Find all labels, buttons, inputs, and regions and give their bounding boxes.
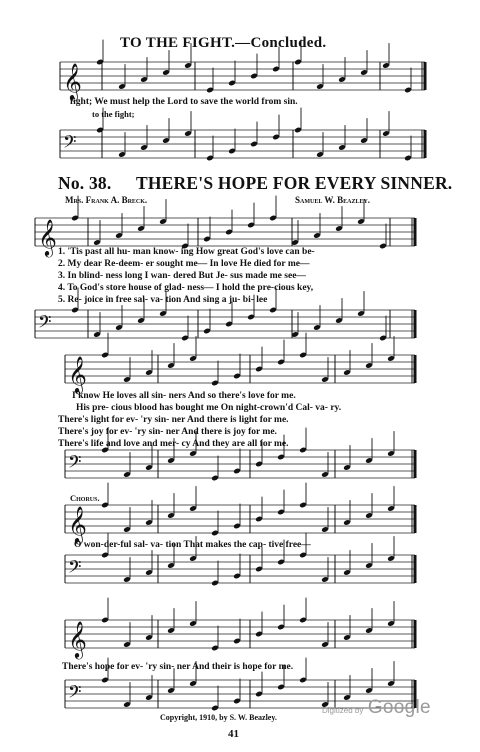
composer-credit: Samuel W. Beazley.: [295, 195, 371, 205]
verse-line: I know He loves all sin- ners And so there's love for me.: [72, 391, 296, 401]
chorus-line: O won-der-ful sal- va- tion That makes the cap- tive free—: [74, 540, 311, 550]
verse-line: There's joy for ev- 'ry sin- ner And there is joy for me.: [58, 427, 277, 437]
fight-lyric-line-1: fight; We must help the Lord to save the world from sin.: [70, 97, 298, 107]
svg-text:𝄢: 𝄢: [68, 682, 82, 706]
svg-text:𝄞: 𝄞: [38, 218, 58, 256]
svg-text:𝄞: 𝄞: [68, 355, 88, 393]
google-watermark: [322, 697, 431, 719]
watermark-prefix: Digitized by: [322, 706, 364, 715]
svg-text:𝄢: 𝄢: [68, 557, 82, 581]
verse-line: There's life and love and mer- cy And they are all for me.: [58, 439, 289, 449]
verse-line: 5. Re- joice in free sal- va- tion And sing a ju- bi- lee: [58, 295, 268, 305]
verse-line: 4. To God's store house of glad- ness— I hold the pre-cious key,: [58, 283, 314, 293]
watermark-brand: Google: [367, 697, 431, 718]
page-number: 41: [228, 728, 239, 740]
copyright: Copyright, 1910, by S. W. Beazley.: [160, 713, 277, 722]
hymn-title: THERE'S HOPE FOR EVERY SINNER.: [136, 173, 453, 193]
fight-lyric-line-2: to the fight;: [92, 109, 135, 119]
svg-text:𝄢: 𝄢: [38, 312, 52, 336]
continuation-title: TO THE FIGHT.—Concluded.: [120, 35, 327, 51]
verse-line: 1. 'Tis past all hu- man know- ing How great God's love can be-: [58, 247, 315, 257]
verse-line: His pre- cious blood has bought me On night-crown'd Cal- va- ry.: [76, 403, 342, 413]
hymn-number: No. 38.: [58, 173, 112, 193]
svg-text:𝄞: 𝄞: [68, 620, 88, 658]
final-line: There's hope for ev- 'ry sin- ner And their is hope for me.: [62, 662, 294, 672]
svg-text:𝄢: 𝄢: [63, 132, 77, 156]
verse-line: There's light for ev- 'ry sin- ner And there is light for me.: [58, 415, 289, 425]
svg-text:𝄢: 𝄢: [68, 452, 82, 476]
verse-line: 3. In blind- ness long I wan- dered But Je- sus made me see—: [58, 271, 306, 281]
chorus-label: Chorus.: [70, 493, 100, 503]
svg-text:𝄞: 𝄞: [68, 505, 88, 543]
author-credit: Mrs. Frank A. Breck.: [65, 195, 148, 205]
verse-line: 2. My dear Re-deem- er sought me— In love He died for me—: [58, 259, 310, 269]
svg-text:𝄞: 𝄞: [63, 62, 83, 100]
